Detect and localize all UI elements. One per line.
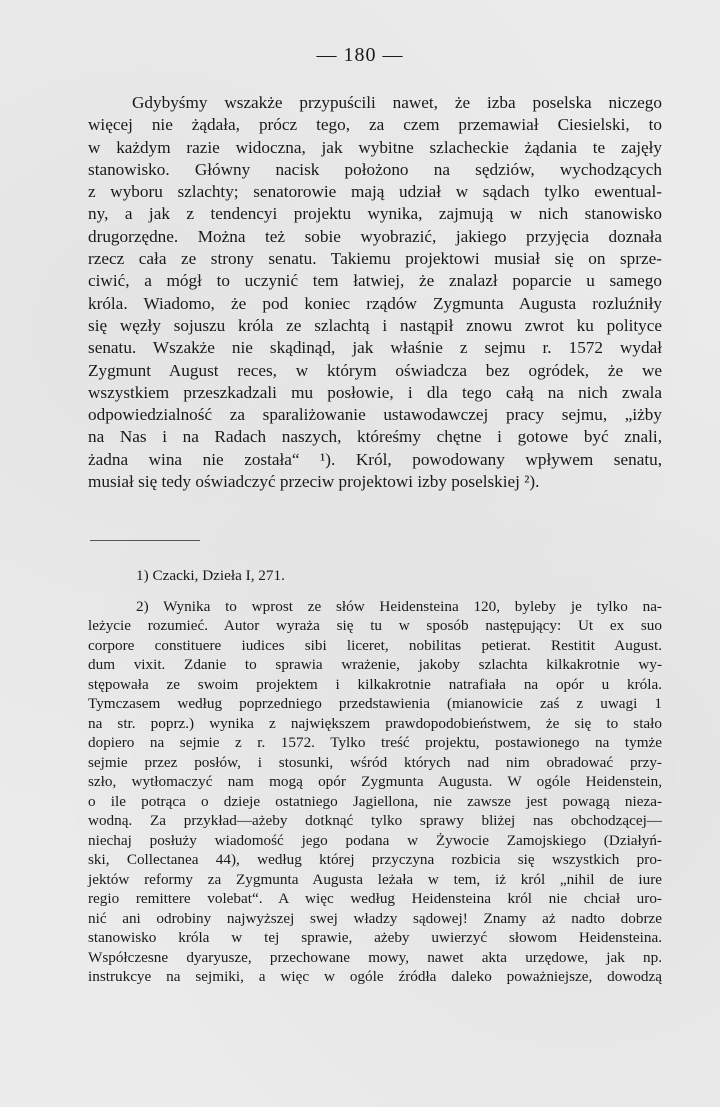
footnote-line: na str. poprz.) wynika z największem prawdopodobieństwem, że się to stało xyxy=(88,714,662,732)
footnote-line: dopiero na sejmie z r. 1572. Tylko treść projektu, postawionego na tymże xyxy=(88,734,662,751)
text-line: rzecz cała ze strony senatu. Takiemu projektowi musiał się on sprze- xyxy=(88,249,662,269)
text-line: senatu. Wszakże nie skądinąd, jak właśnie z sejmu r. 1572 wydał xyxy=(88,338,662,358)
footnote-line: szło, wytłomaczyć nam mogą opór Zygmunta Augusta. W ogóle Heidenstein, xyxy=(88,773,662,790)
footnote-2-first-line xyxy=(88,597,662,617)
text-line: ciwić, a mógł to uczynić tem łatwiej, że znalazł poparcie u samego xyxy=(88,271,662,291)
text-line: odpowiedzialność za sparaliżowanie ustawodawczej pracy sejmu, „iżby xyxy=(88,405,662,425)
footnote-line: instrukcye na sejmiki, a więc w ogóle źródła daleko poważniejsze, dowodzą xyxy=(88,968,662,985)
text-line: ny, a jak z tendencyi projektu wynika, zajmują w nich stanowisko xyxy=(88,204,662,224)
footnote-line: niechaj posłuży wiadomość jego podana w Żywocie Zamojskiego (Działyń- xyxy=(88,831,662,849)
text-line: Zygmunt August reces, w którym oświadcza bez ogródek, że we xyxy=(88,360,662,380)
text-line: w każdym razie widoczna, jak wybitne szlacheckie żądania te zajęły xyxy=(88,137,662,157)
text-line: króla. Wiadomo, że pod koniec rządów Zygmunta Augusta rozluźniły xyxy=(88,293,662,313)
footnote-line: ski, Collectanea 44), według której przyczyna rozbicia się wszystkich pro- xyxy=(88,851,662,868)
footnote-line: regio remittere volebat“. A więc według Heidensteina król nie chciał uro- xyxy=(88,890,662,907)
footnote-text: Czacki, Dzieła I, 271. xyxy=(152,567,285,584)
footnote-line: dum vixit. Zdanie to sprawia wrażenie, jakoby szlachta kilkakrotnie wy- xyxy=(88,656,662,673)
text-line: z wyboru szlachty; senatorowie mają udział w sądach tylko ewentual- xyxy=(88,182,662,202)
text-line: się węzły sojuszu króla ze szlachtą i nastąpił znowu zwrot ku polityce xyxy=(88,315,662,335)
footnote-line: o ile potrąca o dzieje ostatniego Jagiellona, nie zawsze jest powagą nieza- xyxy=(88,792,662,810)
footnote-line: Współczesne dyaryusze, przechowane mowy, nawet akta urzędowe, jak np. xyxy=(88,948,662,966)
text-line: wszystkiem przeszkadzali mu posłowie, i dla tego całą na nich zwala xyxy=(88,382,662,402)
footnote-divider xyxy=(90,540,200,541)
main-text xyxy=(88,92,662,493)
footnotes xyxy=(88,566,662,987)
text-line: musiał się tedy oświadczyć przeciw projektowi izby poselskiej ²). xyxy=(88,472,540,492)
text-line: stanowisko. Główny nacisk położono na sędziów, wychodzących xyxy=(88,159,662,179)
text-line: więcej nie żądała, prócz tego, za czem przemawiał Ciesielski, to xyxy=(88,115,662,135)
footnote-line: wodną. Za przykład—ażeby dotknąć tylko sprawy bliżej nas obchodzącej— xyxy=(88,812,662,829)
footnote-line: stanowisko króla w tej sprawie, ażeby uwierzyć słowom Heidensteina. xyxy=(88,929,662,946)
text-line: Gdybyśmy wszakże przypuścili nawet, że izba poselska niczego xyxy=(132,93,662,112)
page-number: — 180 — xyxy=(316,44,404,66)
footnote-line: stępowała ze swoim projektem i kilkakrotnie natrafiała na opór u króla. xyxy=(88,675,662,693)
footnote-line: corpore constituere iudices sibi liceret, nobilitas petierat. Restitit August. xyxy=(88,636,662,654)
text-line: na Nas i na Radach naszych, któreśmy chętne i gotowe być znali, xyxy=(88,427,662,447)
footnote-1 xyxy=(88,566,662,586)
footnote-line: sejmie przez posłów, i stosunki, wśród których nad nim obradować przy- xyxy=(88,753,662,771)
footnote-text: Wynika to wprost ze słów Heidensteina 120, byleby je tylko na- xyxy=(163,597,662,615)
footnote-marker: 2) xyxy=(136,597,149,615)
footnote-line: Tymczasem według poprzedniego przedstawienia (mianowicie zaś z uwagi 1 xyxy=(88,695,662,712)
text-line: żadna wina nie została“ ¹). Król, powodowany wpływem senatu, xyxy=(88,449,662,469)
footnote-line: jektów reformy za Zygmunta Augusta leżała w tem, iż król „nihil de iure xyxy=(88,870,662,888)
footnote-line: leżycie rozumieć. Autor wyraża się tu w sposób następujący: Ut ex suo xyxy=(88,617,662,634)
text-line: drugorzędne. Można też sobie wyobrazić, jakiego przyjęcia doznała xyxy=(88,226,662,246)
footnote-marker: 1) xyxy=(136,567,149,584)
footnote-line: nić ani odrobiny najwyższej swej władzy sądowej! Znamy aż nadto dobrze xyxy=(88,909,662,927)
